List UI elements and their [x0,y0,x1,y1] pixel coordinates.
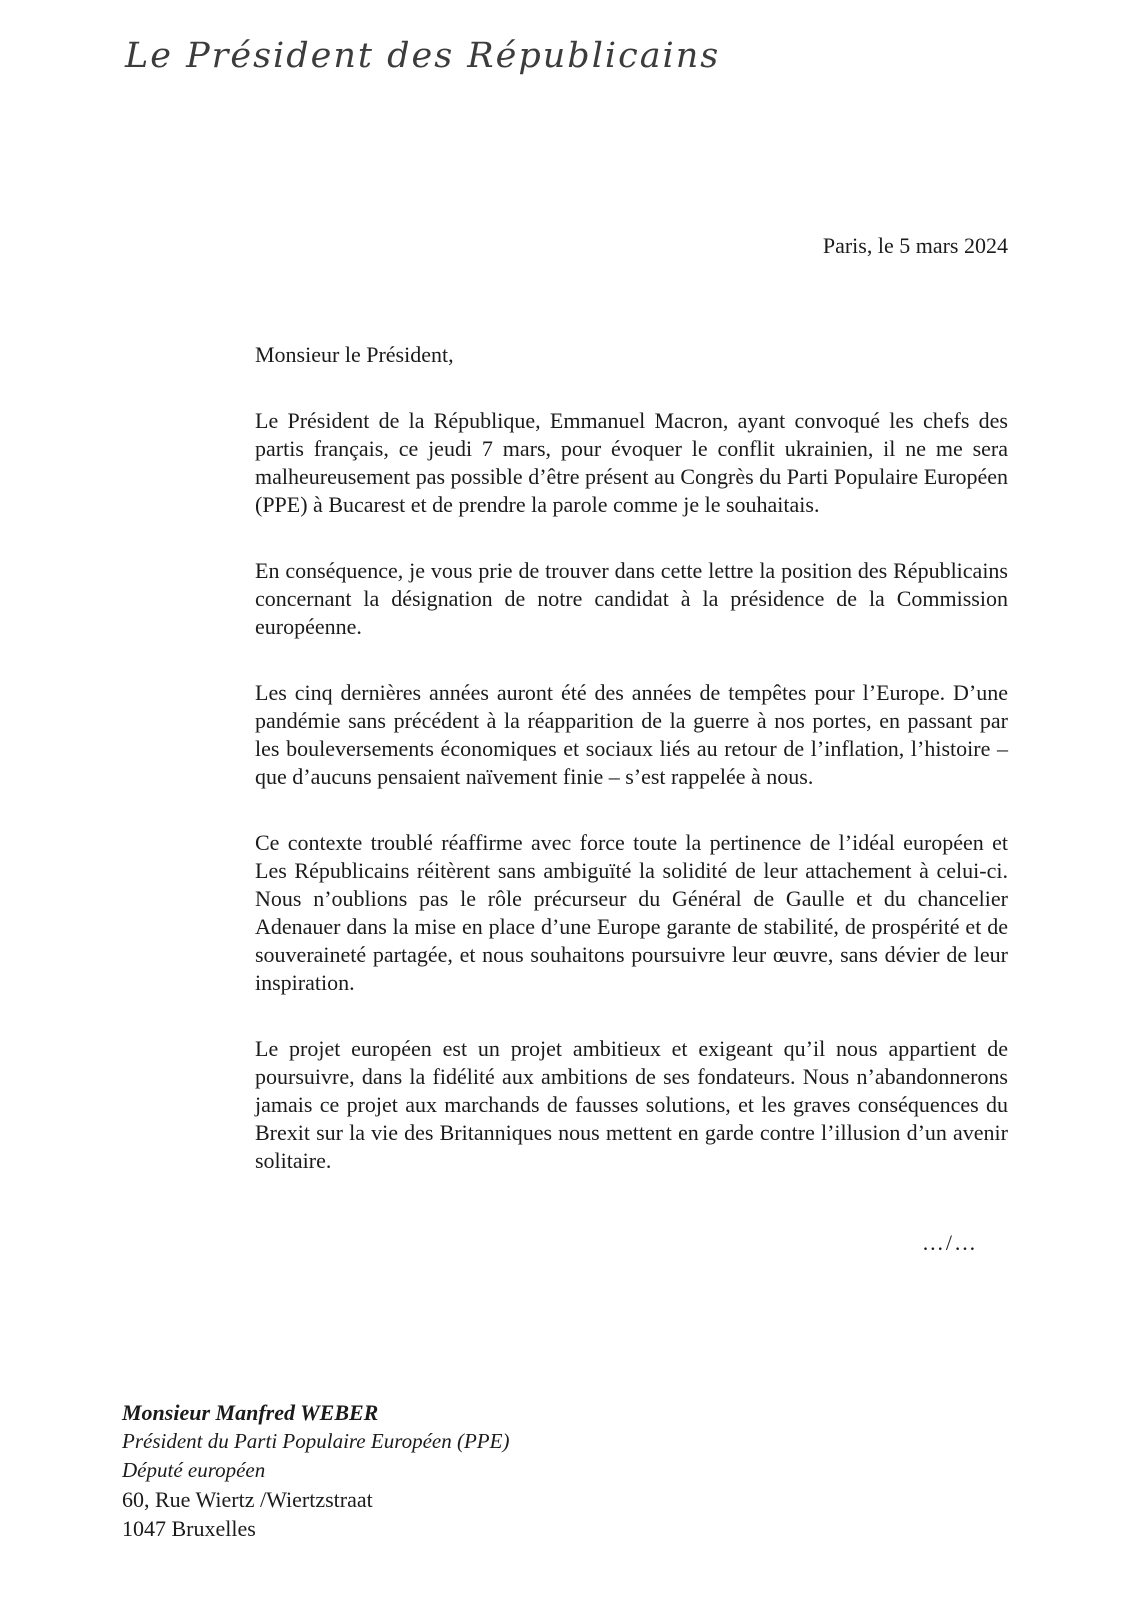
paragraph-1: Le Président de la République, Emmanuel Macron, ayant convoqué les chefs des partis français, ce jeudi 7 mars, pour évoquer le conflit ukrainien, il ne me sera malheureusement pas possible d’être présent au Congrès du Parti Populaire Européen (PPE) à Bucarest et de prendre la parole comme je le souhaitais. [255,408,1008,517]
paragraph-2: En conséquence, je vous prie de trouver dans cette lettre la position des Républicains concernant la désignation de notre candidat à la présidence de la Commission européenne. [255,558,1008,639]
paragraph-5: Le projet européen est un projet ambitieux et exigeant qu’il nous appartient de poursuivre, dans la fidélité aux ambitions de ses fondateurs. Nous n’abandonnerons jamais ce projet aux marchands de fausses solutions, et les graves conséquences du Brexit sur la vie des Britanniques nous mettent en garde contre l’illusion d’un avenir solitaire. [255,1036,1008,1173]
continuation-mark: …/… [921,1230,978,1255]
recipient-address-street: 60, Rue Wiertz /Wiertzstraat [122,1487,373,1512]
recipient-name: Monsieur Manfred WEBER [122,1400,379,1425]
paragraph-3: Les cinq dernières années auront été des années de tempêtes pour l’Europe. D’une pandémie sans précédent à la réapparition de la guerre à nos portes, en passant par les bouleversements économiques et sociaux liés au retour de l’inflation, l’histoire – que d’aucuns pensaient naïvement finie – s’est rappelée à nous. [255,680,1008,789]
body-paragraphs [255,407,1008,1175]
letter-body [255,0,1008,1257]
paragraph-4: Ce contexte troublé réaffirme avec force toute la pertinence de l’idéal européen et Les Républicains réitèrent sans ambiguïté la solidité de leur attachement à celui-ci. Nous n’oublions pas le rôle précurseur du Général de Gaulle et du chancelier Adenauer dans la mise en place d’une Europe garante de stabilité, de prospérité et de souveraineté partagée, et nous souhaitons poursuivre leur œuvre, sans dévier de leur inspiration. [255,830,1008,995]
recipient-block [122,1398,509,1543]
recipient-address-city: 1047 Bruxelles [122,1516,256,1541]
salutation: Monsieur le Président, [255,342,454,367]
letterhead-script-title: Le Président des Républicains [125,36,721,76]
recipient-role-1: Président du Parti Populaire Européen (PPE) [122,1429,510,1453]
dateline: Paris, le 5 mars 2024 [822,233,1008,258]
recipient-role-2: Député européen [122,1458,266,1482]
